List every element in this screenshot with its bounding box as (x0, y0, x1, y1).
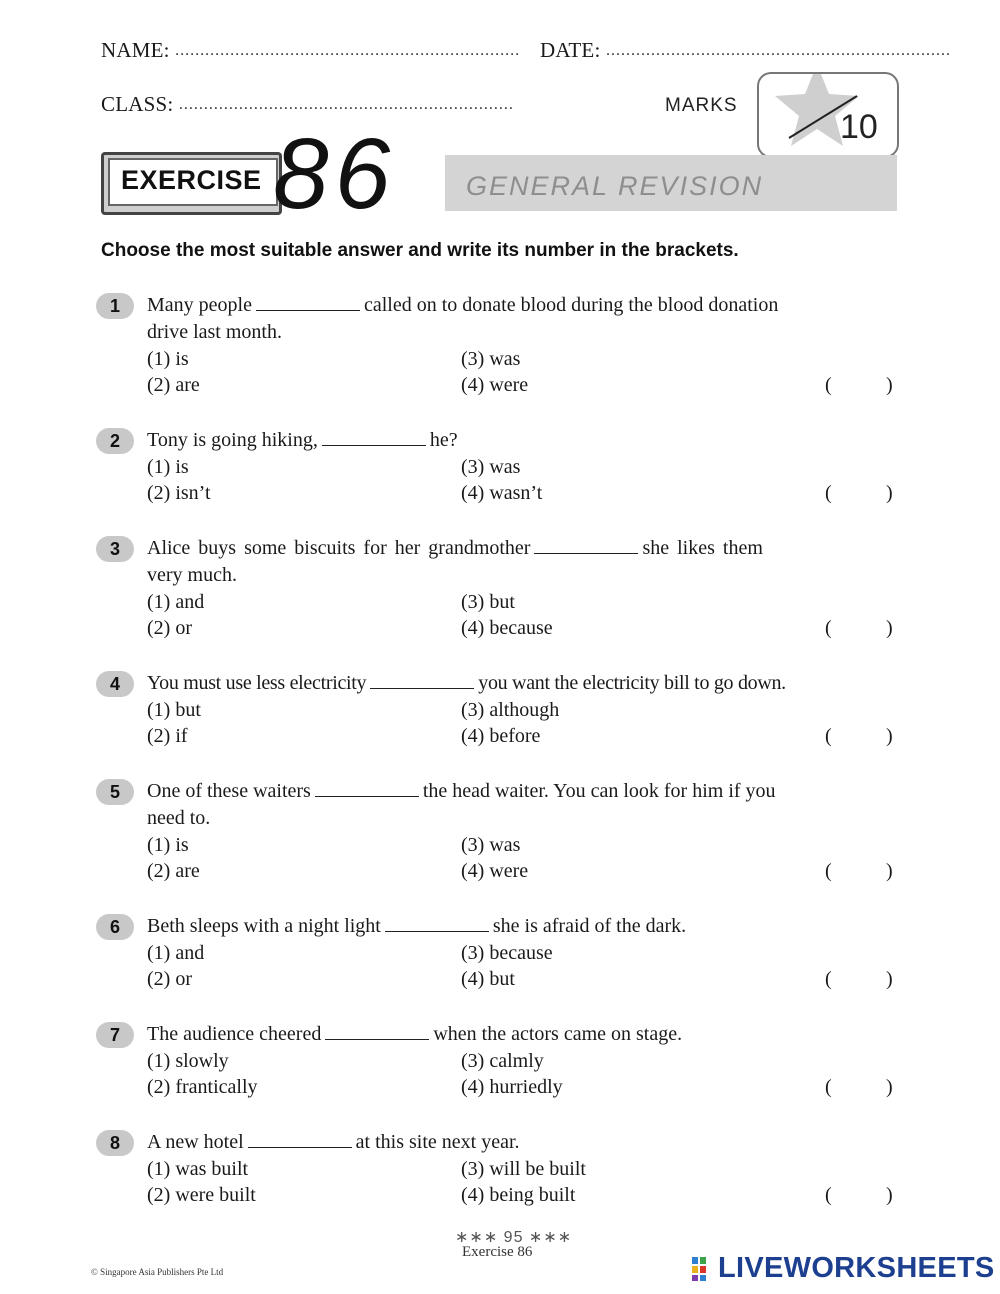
question-number: 3 (96, 536, 134, 562)
class-field[interactable] (101, 92, 514, 117)
question-text: One of these waiters the head waiter. You can look for him if you (147, 780, 776, 802)
answer-blank[interactable] (325, 1021, 429, 1040)
answer-bracket-open[interactable]: ( (825, 617, 832, 639)
copyright: © Singapore Asia Publishers Pte Ltd (91, 1267, 224, 1277)
answer-blank[interactable] (385, 913, 489, 932)
answer-blank[interactable] (534, 535, 638, 554)
liveworksheets-brand[interactable]: LIVEWORKSHEETS (718, 1252, 995, 1284)
question-number: 7 (96, 1022, 134, 1048)
question-text: Alice buys some biscuits for her grandmother she likes them (147, 537, 763, 559)
option: (4) wasn’t (461, 482, 543, 504)
option: (3) because (461, 942, 553, 964)
name-field[interactable] (101, 38, 520, 63)
answer-bracket-open[interactable]: ( (825, 482, 832, 504)
option: (2) frantically (147, 1076, 258, 1098)
question-text-line2: need to. (147, 807, 211, 829)
answer-blank[interactable] (322, 427, 426, 446)
option: (2) are (147, 374, 200, 396)
question-number: 8 (96, 1130, 134, 1156)
ornament-left: ∗∗∗ (455, 1229, 504, 1246)
exercise-label: EXERCISE (121, 165, 262, 195)
option: (3) but (461, 591, 515, 613)
class-dotted-line[interactable]: ................................................................... (178, 96, 514, 113)
answer-blank[interactable] (315, 778, 419, 797)
option: (2) isn’t (147, 482, 211, 504)
option: (1) is (147, 348, 189, 370)
option: (4) hurriedly (461, 1076, 563, 1098)
question-text-line2: drive last month. (147, 321, 282, 343)
exercise-reference: Exercise 86 (462, 1244, 533, 1260)
option: (1) is (147, 456, 189, 478)
answer-bracket-close[interactable]: ) (886, 617, 893, 639)
answer-bracket-open[interactable]: ( (825, 968, 832, 990)
option: (2) or (147, 617, 192, 639)
date-dotted-line[interactable]: ..................................................................... (605, 42, 951, 59)
option: (4) were (461, 860, 529, 882)
date-label: DATE: (540, 38, 601, 62)
question-number: 5 (96, 779, 134, 805)
option: (3) was (461, 456, 521, 478)
exercise-title: GENERAL REVISION (466, 171, 764, 201)
answer-bracket-close[interactable]: ) (886, 860, 893, 882)
option: (1) and (147, 942, 205, 964)
question-text: A new hotel at this site next year. (147, 1131, 520, 1153)
answer-blank[interactable] (256, 292, 360, 311)
option: (3) although (461, 699, 560, 721)
ornament-right: ∗∗∗ (523, 1229, 573, 1246)
answer-bracket-open[interactable]: ( (825, 725, 832, 747)
liveworksheets-logo-icon (692, 1257, 714, 1281)
option: (4) before (461, 725, 541, 747)
option: (1) slowly (147, 1050, 229, 1072)
answer-bracket-close[interactable]: ) (886, 374, 893, 396)
option: (4) were (461, 374, 529, 396)
instructions: Choose the most suitable answer and write its number in the brackets. (101, 240, 739, 261)
exercise-number: 86 (273, 118, 397, 230)
question-text: You must use less electricity you want the electricity bill to go down. (147, 672, 786, 694)
question-number: 4 (96, 671, 134, 697)
answer-bracket-close[interactable]: ) (886, 1184, 893, 1206)
question-text: The audience cheered when the actors came on stage. (147, 1023, 683, 1045)
question-text: Tony is going hiking, he? (147, 429, 458, 451)
answer-bracket-open[interactable]: ( (825, 1076, 832, 1098)
option: (4) being built (461, 1184, 576, 1206)
option: (1) was built (147, 1158, 249, 1180)
question-text: Many people called on to donate blood during the blood donation (147, 294, 779, 316)
option: (1) and (147, 591, 205, 613)
question-number: 2 (96, 428, 134, 454)
option: (1) but (147, 699, 201, 721)
class-label: CLASS: (101, 92, 174, 116)
name-dotted-line[interactable]: ..................................................................... (175, 42, 521, 59)
answer-bracket-close[interactable]: ) (886, 968, 893, 990)
option: (4) because (461, 617, 553, 639)
answer-bracket-open[interactable]: ( (825, 374, 832, 396)
name-label: NAME: (101, 38, 170, 62)
option: (4) but (461, 968, 515, 990)
option: (1) is (147, 834, 189, 856)
answer-bracket-open[interactable]: ( (825, 1184, 832, 1206)
option: (2) are (147, 860, 200, 882)
option: (2) or (147, 968, 192, 990)
option: (3) calmly (461, 1050, 544, 1072)
option: (3) was (461, 348, 521, 370)
question-number: 6 (96, 914, 134, 940)
answer-bracket-close[interactable]: ) (886, 1076, 893, 1098)
marks-total: 10 (840, 108, 878, 146)
answer-blank[interactable] (370, 670, 474, 689)
question-text: Beth sleeps with a night light she is afraid of the dark. (147, 915, 687, 937)
option: (3) will be built (461, 1158, 586, 1180)
date-field[interactable] (540, 38, 951, 63)
marks-label: MARKS (665, 95, 738, 116)
option: (2) if (147, 725, 188, 747)
option: (2) were built (147, 1184, 256, 1206)
answer-blank[interactable] (248, 1129, 352, 1148)
answer-bracket-close[interactable]: ) (886, 725, 893, 747)
option: (3) was (461, 834, 521, 856)
page-number: ∗∗∗ 95 ∗∗∗ (455, 1229, 573, 1246)
question-number: 1 (96, 293, 134, 319)
answer-bracket-close[interactable]: ) (886, 482, 893, 504)
answer-bracket-open[interactable]: ( (825, 860, 832, 882)
question-text-line2: very much. (147, 564, 237, 586)
